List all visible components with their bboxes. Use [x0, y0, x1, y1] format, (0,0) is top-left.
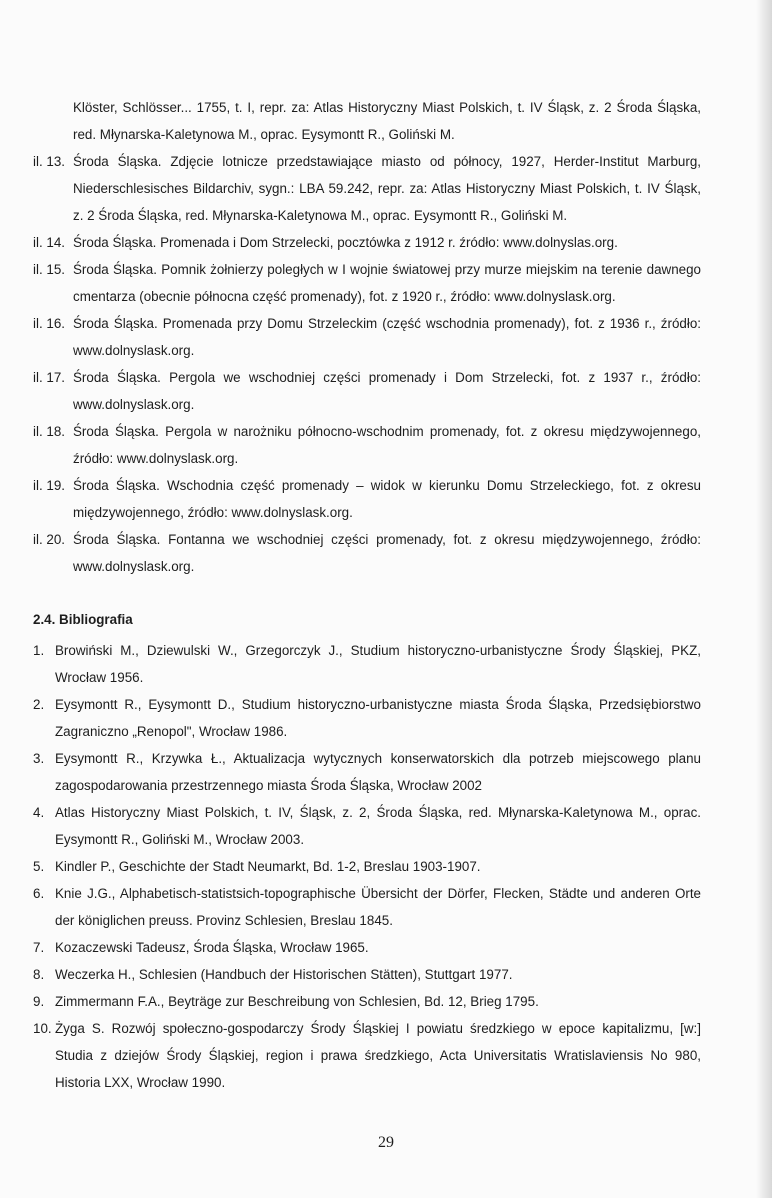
bibliography-text: Eysymontt R., Eysymontt D., Studium historyczno-urbanistyczne miasta Środa Śląska, Przedsiębiorstwo Zagraniczno „Renopol", Wrocław 1986. [55, 697, 701, 739]
bibliography-number: 6. [33, 886, 45, 901]
bibliography-item [33, 691, 701, 745]
illustration-label: il. 14. [33, 235, 66, 250]
continuation-text: Klöster, Schlösser... 1755, t. I, repr. za: Atlas Historyczny Miast Polskich, t. IV Śląsk, z. 2 Środa Śląska, red. Młynarska-Kaletynowa M., oprac. Eysymontt R., Goliński M. [73, 100, 701, 142]
section-heading: 2.4. Bibliografia [33, 612, 133, 627]
bibliography-text: Eysymontt R., Krzywka Ł., Aktualizacja wytycznych konserwatorskich dla potrzeb miejscowego planu zagospodarowania przestrzennego miasta Środa Śląska, Wrocław 2002 [55, 751, 701, 793]
illustration-entry [33, 526, 701, 580]
bibliography-item [33, 637, 701, 691]
bibliography-text: Żyga S. Rozwój społeczno-gospodarczy Środy Śląskiej I powiatu średzkiego w epoce kapitalizmu, [w:] Studia z dziejów Środy Śląskiej, region i prawa średzkiego, Acta Universitatis Wratislaviensis No 980, Historia LXX, Wrocław 1990. [55, 1021, 701, 1090]
illustration-label: il. 20. [33, 532, 66, 547]
bibliography-text: Atlas Historyczny Miast Polskich, t. IV, Śląsk, z. 2, Środa Śląska, red. Młynarska-Kaletynowa M., oprac. Eysymontt R., Goliński M., Wrocław 2003. [55, 805, 701, 847]
bibliography-text: Knie J.G., Alphabetisch-statistsich-topographische Übersicht der Dörfer, Flecken, Städte und anderen Orte der königlichen preuss. Provinz Schlesien, Breslau 1845. [55, 886, 701, 928]
illustration-entry [33, 472, 701, 526]
illustration-label: il. 18. [33, 424, 66, 439]
illustration-label: il. 19. [33, 478, 66, 493]
bibliography-item [33, 880, 701, 934]
illustration-caption: Środa Śląska. Fontanna we wschodniej części promenady, fot. z okresu międzywojennego, źródło: www.dolnyslask.org. [73, 532, 701, 574]
bibliography-text: Kindler P., Geschichte der Stadt Neumarkt, Bd. 1-2, Breslau 1903-1907. [55, 859, 481, 874]
illustration-caption: Środa Śląska. Wschodnia część promenady – widok w kierunku Domu Strzeleckiego, fot. z okresu międzywojennego, źródło: www.dolnyslask.org. [73, 478, 701, 520]
illustration-entry [33, 256, 701, 310]
page-content [33, 94, 701, 1096]
bibliography-item [33, 988, 701, 1015]
illustration-caption: Środa Śląska. Promenada i Dom Strzelecki, pocztówka z 1912 r. źródło: www.dolnyslas.org. [73, 235, 618, 250]
bibliography-item [33, 799, 701, 853]
bibliography-number: 5. [33, 859, 45, 874]
illustration-label: il. 15. [33, 262, 66, 277]
illustration-caption: Środa Śląska. Pergola we wschodniej części promenady i Dom Strzelecki, fot. z 1937 r., źródło: www.dolnyslask.org. [73, 370, 701, 412]
illustration-entry [33, 310, 701, 364]
illustration-caption: Środa Śląska. Zdjęcie lotnicze przedstawiające miasto od północy, 1927, Herder-Institut Marburg, Niederschlesisches Bildarchiv, sygn.: LBA 59.242, repr. za: Atlas Historyczny Miast Polskich, t. IV Śląsk, z. 2 Środa Śląska, red. Młynarska-Kaletynowa M., oprac. Eysymontt R., Goliński M. [73, 154, 701, 223]
illustration-caption: Środa Śląska. Pergola w narożniku północno-wschodnim promenady, fot. z okresu międzywojennego, źródło: www.dolnyslask.org. [73, 424, 701, 466]
bibliography-number: 2. [33, 697, 45, 712]
bibliography-number: 1. [33, 643, 45, 658]
bibliography-number: 4. [33, 805, 45, 820]
bibliography-number: 7. [33, 940, 45, 955]
bibliography-item [33, 745, 701, 799]
illustration-label: il. 13. [33, 154, 66, 169]
illustration-label: il. 16. [33, 316, 66, 331]
bibliography-item [33, 961, 701, 988]
illustration-entry [33, 229, 701, 256]
illustration-entry [33, 148, 701, 229]
illustration-caption: Środa Śląska. Promenada przy Domu Strzeleckim (część wschodnia promenady), fot. z 1936 r., źródło: www.dolnyslask.org. [73, 316, 701, 358]
bibliography-text: Browiński M., Dziewulski W., Grzegorczyk J., Studium historyczno-urbanistyczne Środy Śląskiej, PKZ, Wrocław 1956. [55, 643, 701, 685]
bibliography-text: Kozaczewski Tadeusz, Środa Śląska, Wrocław 1965. [55, 940, 369, 955]
illustration-entry [33, 418, 701, 472]
page-edge-shadow [756, 0, 772, 1198]
illustration-list [33, 148, 701, 580]
illustration-label: il. 17. [33, 370, 66, 385]
bibliography-number: 9. [33, 994, 45, 1009]
bibliography-item [33, 934, 701, 961]
bibliography-text: Zimmermann F.A., Beyträge zur Beschreibung von Schlesien, Bd. 12, Brieg 1795. [55, 994, 539, 1009]
illustration-caption: Środa Śląska. Pomnik żołnierzy poległych w I wojnie światowej przy murze miejskim na terenie dawnego cmentarza (obecnie północna część promenady), fot. z 1920 r., źródło: www.dolnyslask.org. [73, 262, 701, 304]
bibliography-number: 10. [33, 1021, 52, 1036]
illustration-entry [33, 364, 701, 418]
bibliography-number: 8. [33, 967, 45, 982]
bibliography-text: Weczerka H., Schlesien (Handbuch der Historischen Stätten), Stuttgart 1977. [55, 967, 513, 982]
page-number: 29 [378, 1134, 394, 1151]
bibliography-item [33, 853, 701, 880]
bibliography-item [33, 1015, 701, 1096]
bibliography-list [33, 637, 701, 1096]
bibliography-number: 3. [33, 751, 45, 766]
